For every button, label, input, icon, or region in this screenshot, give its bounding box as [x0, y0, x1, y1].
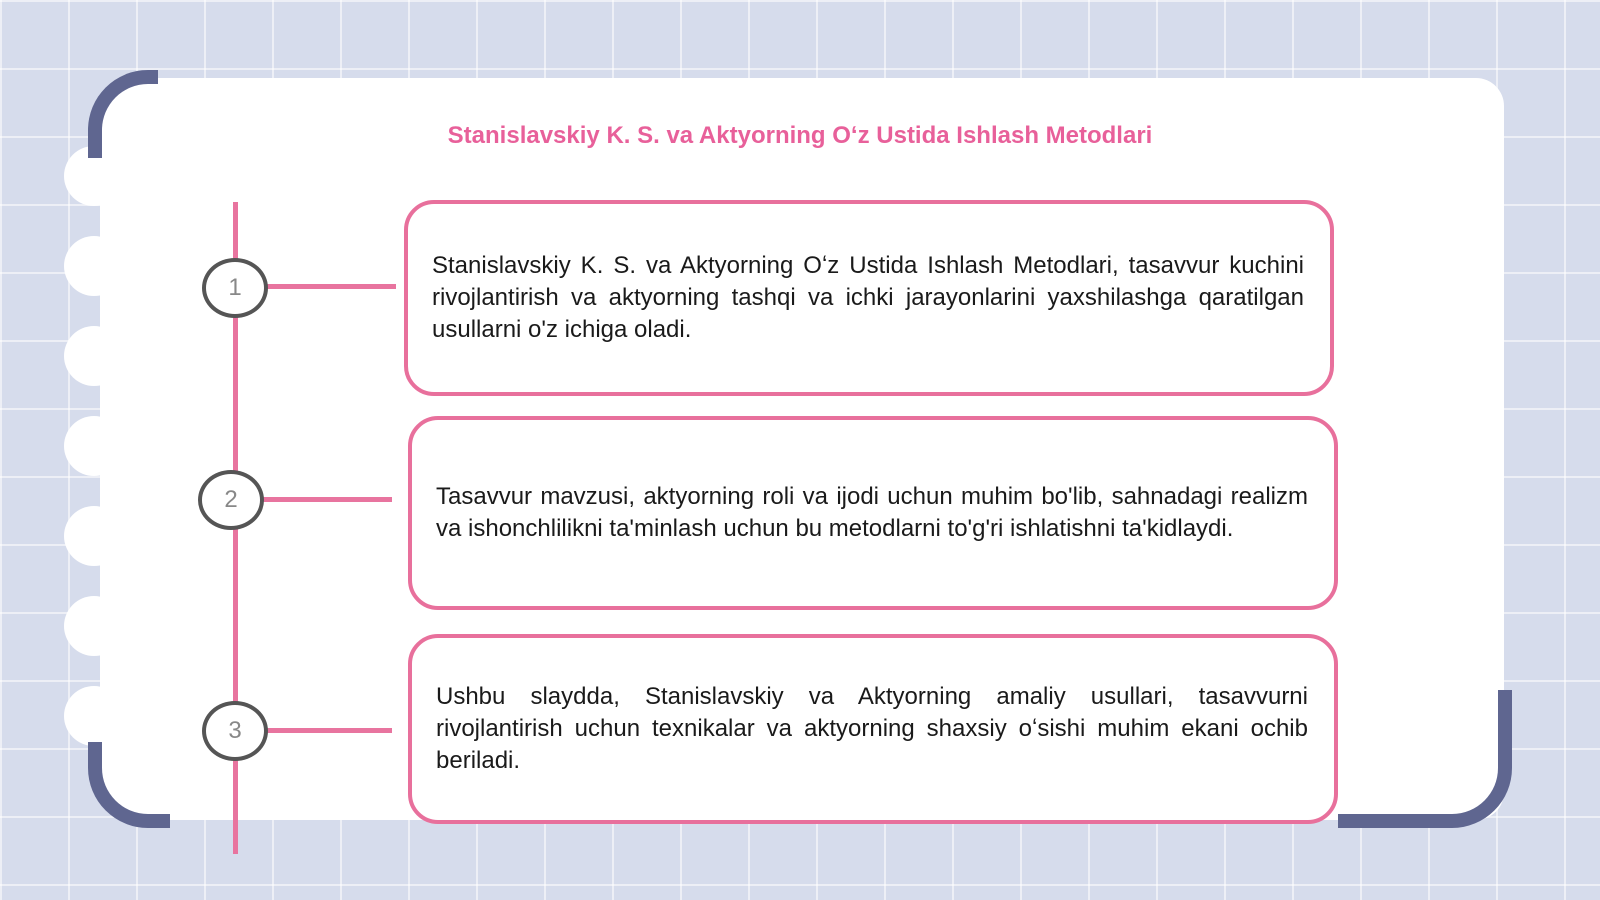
- timeline-item-text: Ushbu slaydda, Stanislavskiy va Aktyorning amaliy usullari, tasavvurni rivojlantirish uchun texnikalar va aktyorning shaxsiy oʻsishi muhim ekani ochib beriladi.: [436, 683, 1308, 774]
- timeline-connector: [262, 497, 392, 502]
- step-number-2: 2: [198, 470, 264, 530]
- step-number-3: 3: [202, 701, 268, 761]
- scallop-decoration: [64, 326, 124, 386]
- scallop-decoration: [64, 416, 124, 476]
- frame-corner-bottom-right: [1338, 690, 1512, 828]
- scallop-decoration: [64, 686, 124, 746]
- timeline-item-3: [408, 634, 1338, 824]
- timeline-item-text: Stanislavskiy K. S. va Aktyorning Oʻz Ustida Ishlash Metodlari, tasavvur kuchini rivojlantirish va aktyorning tashqi va ichki jarayonlarini yaxshilashga qaratilgan usullarni o'z ichiga oladi.: [432, 252, 1304, 343]
- frame-corner-top-left: [88, 70, 158, 158]
- timeline-connector: [266, 284, 396, 289]
- scallop-decoration: [64, 236, 124, 296]
- timeline-item-text: Tasavvur mavzusi, aktyorning roli va ijodi uchun muhim bo'lib, sahnadagi realizm va ishonchlilikni ta'minlash uchun bu metodlarni to'g'ri ishlatishni ta'kidlaydi.: [436, 483, 1308, 542]
- timeline-item-1: [404, 200, 1334, 396]
- timeline-connector: [266, 728, 392, 733]
- step-number-1: 1: [202, 258, 268, 318]
- frame-corner-bottom-left: [88, 742, 170, 828]
- scallop-decoration: [64, 506, 124, 566]
- scallop-decoration: [64, 596, 124, 656]
- timeline-item-2: [408, 416, 1338, 610]
- slide-title: Stanislavskiy K. S. va Aktyorning Oʻz Ustida Ishlash Metodlari: [447, 122, 1153, 149]
